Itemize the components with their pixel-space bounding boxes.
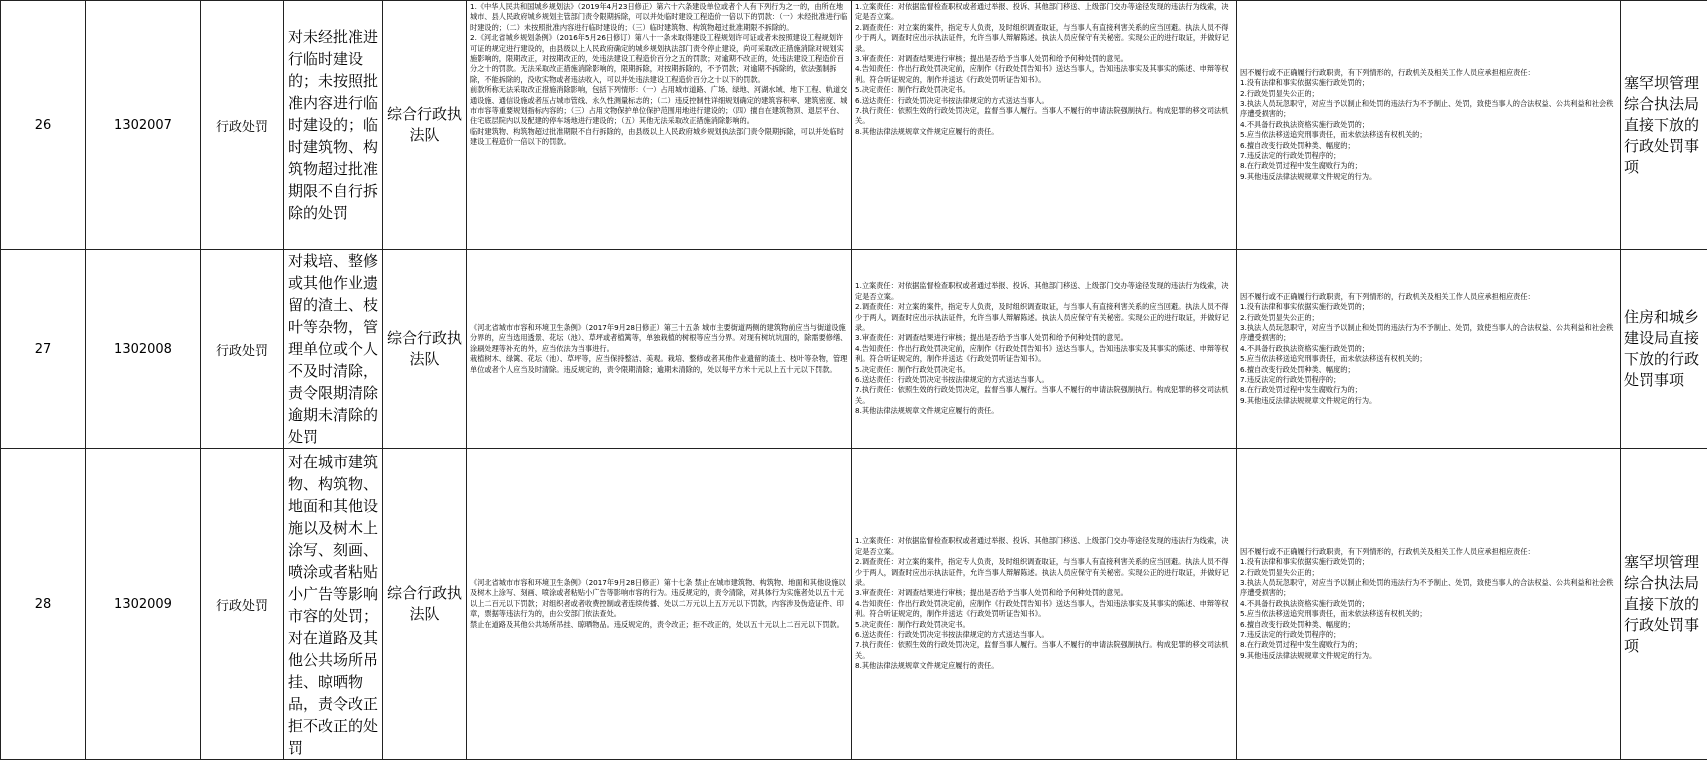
acc-item: 1.没有法律和事实依据实施行政处罚的； xyxy=(1240,557,1617,567)
legal-basis xyxy=(467,250,852,449)
basis-paragraph: 2.《河北省城乡规划条例》（2016年5月26日修订）第八十一条未取得建设工程规划许可证或者未按照建设工程规划许可证的规定进行建设的，由县级以上人民政府确定的城乡规划执法部门责令停止建设，尚可采取改正措施消除对规划实施影响的，限期改正，对按期改正的，处违法建设工程造价百分之五的罚款；对逾期不改正的，处违法建设工程造价百分之十的罚款。无法采取改正措施消除影响的，限期拆除，对按期拆除的，不予罚款；对逾期不拆除的，依法强制拆除，不能拆除的，没收实物或者违法收入，可以并处违法建设工程造价百分之十以下的罚款。 xyxy=(470,33,848,85)
responsibility-list xyxy=(852,1,1237,250)
basis-paragraph: 前款所称无法采取改正措施消除影响，包括下列情形：（一）占用城市道路、广场、绿地、河湖水域、地下工程、轨道交通设施、通信设施或者压占城市管线、永久性测量标志的；（二）违反控制性详细规划确定的建筑容积率、建筑密度、城市市容等重要规划指标内容的；（三）占用文物保护单位保护范围用地进行建设的；（四）擅自在建筑物顶、退层平台、住宅底层院内以及配建的停车场地进行建设的；（五）其他无法采取改正措施消除影响的。 xyxy=(470,85,848,127)
item-type: 行政处罚 xyxy=(201,1,284,250)
responsible-dept: 综合行政执法队 xyxy=(383,250,467,449)
remark: 住房和城乡建设局直接下放的行政处罚事项 xyxy=(1621,250,1707,449)
duty-item: 4.告知责任：作出行政处罚决定前，应制作《行政处罚告知书》送达当事人，告知违法事实及其事实的陈述、申辩等权利。符合听证规定的，制作并送达《行政处罚听证告知书》。 xyxy=(855,599,1233,620)
basis-paragraph: 《河北省城市市容和环境卫生条例》（2017年9月28日修正）第三十五条 城市主要街道两侧的建筑物前应当与街道设施分界的，应当选用透景、花坛（池）、草坪或者植篱等，单独栽植的树根等应当分界。对现有树坑坑面的，除需要修缮、涂刷处理等补充的外，应当依法为当事进行。 xyxy=(470,323,848,354)
acc-item: 5.应当依法移送追究刑事责任，而未依法移送有权机关的； xyxy=(1240,130,1617,140)
duty-item: 2.调查责任：对立案的案件，指定专人负责，及时组织调查取证，与当事人有直接利害关系的应当回避。执法人员不得少于两人，调查时应出示执法证件，允许当事人辩解陈述。执法人员应保守有关秘密。实现公正的进行取证，并做好记录。 xyxy=(855,302,1233,333)
accountability-list xyxy=(1237,1,1621,250)
acc-item: 4.不具备行政执法资格实施行政处罚的； xyxy=(1240,344,1617,354)
legal-basis xyxy=(467,1,852,250)
acc-item: 2.行政处罚显失公正的； xyxy=(1240,313,1617,323)
accountability-list xyxy=(1237,250,1621,449)
item-code: 1302008 xyxy=(86,250,201,449)
duty-item: 8.其他法律法规规章文件规定应履行的责任。 xyxy=(855,406,1233,416)
item-name: 对栽培、整修或其他作业遗留的渣土、枝叶等杂物，管理单位或个人不及时清除，责令限期清除逾期未清除的处罚 xyxy=(284,250,383,449)
item-name: 对未经批准进行临时建设的；未按照批准内容进行临时建设的；临时建筑物、构筑物超过批准期限不自行拆除的处罚 xyxy=(284,1,383,250)
duty-item: 3.审查责任：对调查结果进行审核；提出是否给予当事人处罚和给予何种处罚的意见。 xyxy=(855,333,1233,343)
responsible-dept: 综合行政执法队 xyxy=(383,449,467,760)
acc-item: 7.违反法定的行政处罚程序的； xyxy=(1240,151,1617,161)
acc-item: 因不履行或不正确履行行政职责，有下列情形的，行政机关及相关工作人员应承担相应责任： xyxy=(1240,68,1617,78)
acc-item: 9.其他违反法律法规规章文件规定的行为。 xyxy=(1240,651,1617,661)
duty-item: 4.告知责任：作出行政处罚决定前，应制作《行政处罚告知书》送达当事人，告知违法事实及其事实的陈述、申辩等权利。符合听证规定的，制作并送达《行政处罚听证告知书》。 xyxy=(855,64,1233,85)
duty-item: 5.决定责任：制作行政处罚决定书。 xyxy=(855,365,1233,375)
duty-item: 6.送达责任：行政处罚决定书按法律规定的方式送达当事人。 xyxy=(855,375,1233,385)
duty-item: 5.决定责任：制作行政处罚决定书。 xyxy=(855,620,1233,630)
acc-item: 1.没有法律和事实依据实施行政处罚的； xyxy=(1240,78,1617,88)
acc-item: 6.擅自改变行政处罚种类、幅度的； xyxy=(1240,620,1617,630)
acc-item: 3.执法人员玩忽职守，对应当予以制止和处罚的违法行为不予制止、处罚，致使当事人的合法权益、公共利益和社会秩序遭受损害的； xyxy=(1240,578,1617,599)
duty-item: 2.调查责任：对立案的案件，指定专人负责，及时组织调查取证，与当事人有直接利害关系的应当回避。执法人员不得少于两人，调查时应出示执法证件，允许当事人辩解陈述。执法人员应保守有关秘密。实现公正的进行取证，并做好记录。 xyxy=(855,23,1233,54)
acc-item: 3.执法人员玩忽职守，对应当予以制止和处罚的违法行为不予制止、处罚，致使当事人的合法权益、公共利益和社会秩序遭受损害的； xyxy=(1240,323,1617,344)
acc-item: 5.应当依法移送追究刑事责任，而未依法移送有权机关的； xyxy=(1240,354,1617,364)
duty-item: 1.立案责任：对依据监督检查职权或者通过举报、投诉、其他部门移送、上级部门交办等途径发现的违法行为线索，决定是否立案。 xyxy=(855,281,1233,302)
table-row xyxy=(1,250,1707,449)
table-row xyxy=(1,1,1707,250)
item-type: 行政处罚 xyxy=(201,449,284,760)
accountability-list xyxy=(1237,449,1621,760)
basis-paragraph: 栽植树木、绿篱、花坛（池）、草坪等，应当保持整洁、美观。栽培、整修或者其他作业遗留的渣土、枝叶等杂物，管理单位或者个人应当及时清除。违反规定的，责令限期清除；逾期未清除的，处以每平方米十元以上五十元以下罚款。 xyxy=(470,354,848,375)
item-code: 1302009 xyxy=(86,449,201,760)
row-index: 28 xyxy=(1,449,86,760)
acc-item: 1.没有法律和事实依据实施行政处罚的； xyxy=(1240,302,1617,312)
duty-item: 5.决定责任：制作行政处罚决定书。 xyxy=(855,85,1233,95)
item-code: 1302007 xyxy=(86,1,201,250)
duty-item: 6.送达责任：行政处罚决定书按法律规定的方式送达当事人。 xyxy=(855,630,1233,640)
duty-item: 7.执行责任：依照生效的行政处罚决定，监督当事人履行。当事人不履行的申请法院强制执行。构成犯罪的移交司法机关。 xyxy=(855,640,1233,661)
acc-item: 因不履行或不正确履行行政职责，有下列情形的，行政机关及相关工作人员应承担相应责任： xyxy=(1240,292,1617,302)
responsibility-list xyxy=(852,449,1237,760)
row-index: 26 xyxy=(1,1,86,250)
responsibility-list xyxy=(852,250,1237,449)
acc-item: 4.不具备行政执法资格实施行政处罚的； xyxy=(1240,120,1617,130)
basis-paragraph: 1.《中华人民共和国城乡规划法》（2019年4月23日修正）第六十六条建设单位或者个人有下列行为之一的，由所在地城市、县人民政府城乡规划主管部门责令限期拆除，可以并处临时建设工程造价一倍以下的罚款：（一）未经批准进行临时建设的；（二）未按照批准内容进行临时建设的；（三）临时建筑物、构筑物超过批准期限不拆除的。 xyxy=(470,2,848,33)
duty-item: 6.送达责任：行政处罚决定书按法律规定的方式送达当事人。 xyxy=(855,96,1233,106)
basis-paragraph: 禁止在道路及其他公共场所吊挂、晾晒物品。违反规定的，责令改正；拒不改正的，处以五十元以上二百元以下罚款。 xyxy=(470,620,848,630)
acc-item: 7.违反法定的行政处罚程序的； xyxy=(1240,630,1617,640)
basis-paragraph: 《河北省城市市容和环境卫生条例》（2017年9月28日修正）第十七条 禁止在城市建筑物、构筑物、地面和其他设施以及树木上涂写、刻画、喷涂或者粘贴小广告等影响市容的行为。违反规定的，责令清除，对具体行为实施者处以五十元以上二百元以下罚款；对组织者或者收费控制或者连续传播、处以二万元以上五万元以下罚款，内容涉及伪造证件、印章，票据等违法行为的，由公安部门依法查处。 xyxy=(470,578,848,620)
duty-item: 8.其他法律法规规章文件规定应履行的责任。 xyxy=(855,127,1233,137)
item-name: 对在城市建筑物、构筑物、地面和其他设施以及树木上涂写、刻画、喷涂或者粘贴小广告等影响市容的处罚；对在道路及其他公共场所吊挂、晾晒物品，责令改正拒不改正的处罚 xyxy=(284,449,383,760)
duty-item: 2.调查责任：对立案的案件，指定专人负责，及时组织调查取证，与当事人有直接利害关系的应当回避。执法人员不得少于两人，调查时应出示执法证件，允许当事人辩解陈述。执法人员应保守有关秘密。实现公正的进行取证，并做好记录。 xyxy=(855,557,1233,588)
acc-item: 9.其他违反法律法规规章文件规定的行为。 xyxy=(1240,172,1617,182)
duty-item: 1.立案责任：对依据监督检查职权或者通过举报、投诉、其他部门移送、上级部门交办等途径发现的违法行为线索，决定是否立案。 xyxy=(855,536,1233,557)
remark: 塞罕坝管理综合执法局直接下放的行政处罚事项 xyxy=(1621,1,1707,250)
duty-item: 4.告知责任：作出行政处罚决定前，应制作《行政处罚告知书》送达当事人，告知违法事实及其事实的陈述、申辩等权利。符合听证规定的，制作并送达《行政处罚听证告知书》。 xyxy=(855,344,1233,365)
duty-item: 3.审查责任：对调查结果进行审核；提出是否给予当事人处罚和给予何种处罚的意见。 xyxy=(855,588,1233,598)
acc-item: 2.行政处罚显失公正的； xyxy=(1240,89,1617,99)
acc-item: 9.其他违反法律法规规章文件规定的行为。 xyxy=(1240,396,1617,406)
acc-item: 8.在行政处罚过程中发生腐败行为的； xyxy=(1240,640,1617,650)
acc-item: 8.在行政处罚过程中发生腐败行为的； xyxy=(1240,161,1617,171)
acc-item: 4.不具备行政执法资格实施行政处罚的； xyxy=(1240,599,1617,609)
duty-item: 7.执行责任：依照生效的行政处罚决定，监督当事人履行。当事人不履行的申请法院强制执行。构成犯罪的移交司法机关。 xyxy=(855,106,1233,127)
acc-item: 3.执法人员玩忽职守，对应当予以制止和处罚的违法行为不予制止、处罚，致使当事人的合法权益、公共利益和社会秩序遭受损害的； xyxy=(1240,99,1617,120)
acc-item: 8.在行政处罚过程中发生腐败行为的； xyxy=(1240,385,1617,395)
basis-paragraph: 临时建筑物、构筑物超过批准期限不自行拆除的，由县级以上人民政府城乡规划执法部门责令限期拆除，可以并处临时建设工程造价一倍以下的罚款。 xyxy=(470,127,848,148)
responsible-dept: 综合行政执法队 xyxy=(383,1,467,250)
duty-item: 1.立案责任：对依据监督检查职权或者通过举报、投诉、其他部门移送、上级部门交办等途径发现的违法行为线索，决定是否立案。 xyxy=(855,2,1233,23)
duty-item: 3.审查责任：对调查结果进行审核；提出是否给予当事人处罚和给予何种处罚的意见。 xyxy=(855,54,1233,64)
acc-item: 因不履行或不正确履行行政职责，有下列情形的，行政机关及相关工作人员应承担相应责任： xyxy=(1240,547,1617,557)
acc-item: 6.擅自改变行政处罚种类、幅度的； xyxy=(1240,365,1617,375)
remark: 塞罕坝管理综合执法局直接下放的行政处罚事项 xyxy=(1621,449,1707,760)
row-index: 27 xyxy=(1,250,86,449)
item-type: 行政处罚 xyxy=(201,250,284,449)
acc-item: 2.行政处罚显失公正的； xyxy=(1240,568,1617,578)
table-row xyxy=(1,449,1707,760)
acc-item: 7.违反法定的行政处罚程序的； xyxy=(1240,375,1617,385)
legal-basis xyxy=(467,449,852,760)
duty-item: 8.其他法律法规规章文件规定应履行的责任。 xyxy=(855,661,1233,671)
acc-item: 6.擅自改变行政处罚种类、幅度的； xyxy=(1240,141,1617,151)
duty-item: 7.执行责任：依照生效的行政处罚决定，监督当事人履行。当事人不履行的申请法院强制执行。构成犯罪的移交司法机关。 xyxy=(855,385,1233,406)
acc-item: 5.应当依法移送追究刑事责任，而未依法移送有权机关的； xyxy=(1240,609,1617,619)
